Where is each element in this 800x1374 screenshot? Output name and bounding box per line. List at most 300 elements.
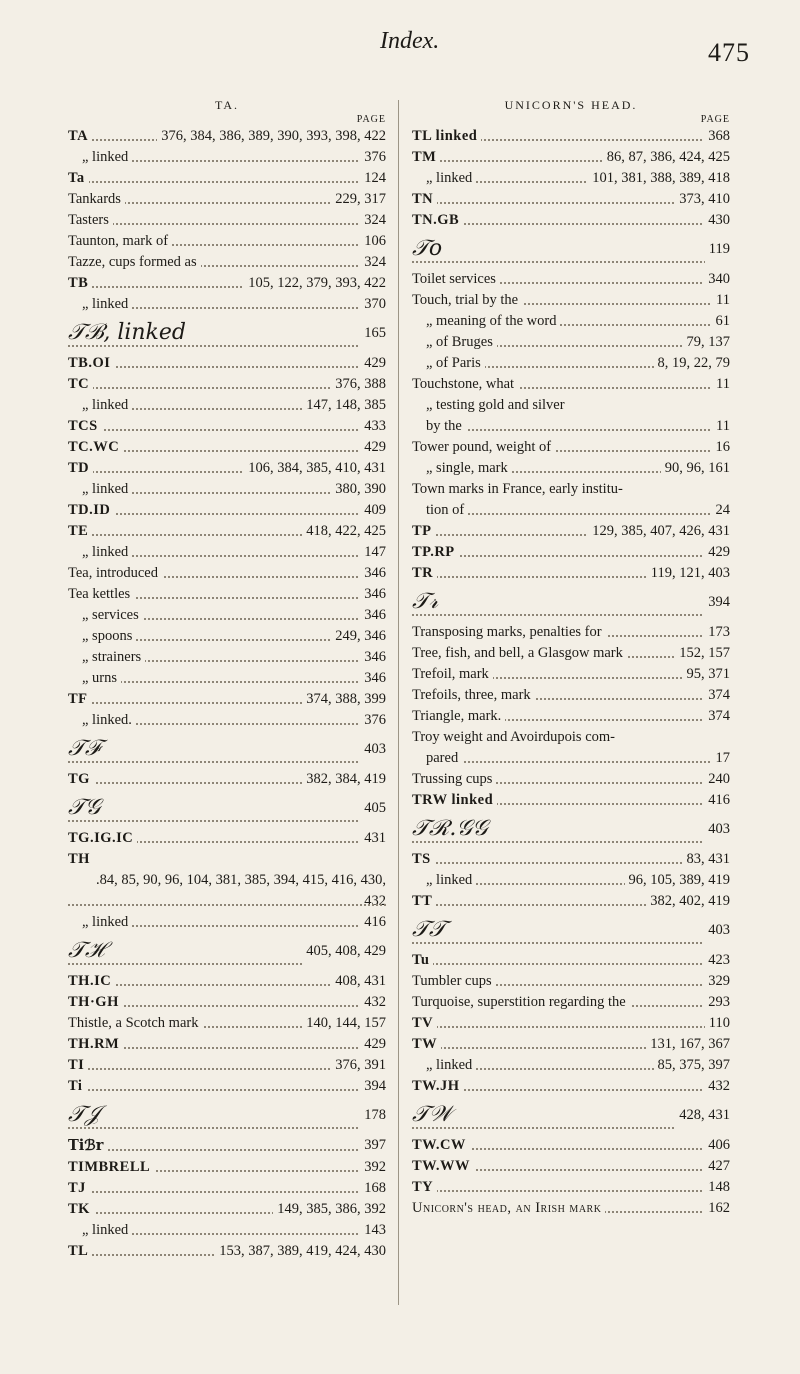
index-entry [412,971,730,992]
index-entry [412,1177,730,1198]
page-references: 394 [360,1076,386,1097]
page-references: 430 [704,210,730,231]
leader-dots [68,1127,386,1129]
index-term: TM [412,149,440,165]
index-entry [68,1241,386,1262]
page-references: 376 [360,147,386,168]
index-entry [412,643,730,664]
index-entry [412,269,730,290]
index-term: TH.RM [68,1036,123,1052]
index-entry [68,584,386,605]
index-term: „ spoons [68,628,136,644]
page-references: 329 [704,971,730,992]
index-entry [412,790,730,811]
leader-dots [68,761,386,763]
index-term: TIMBRELL [68,1159,154,1175]
page-references: 427 [704,1156,730,1177]
leader-dots [412,1190,730,1192]
index-entry [68,231,386,252]
index-term: TJ [68,1180,90,1196]
index-entry [68,605,386,626]
page-references: 376, 391 [331,1055,386,1076]
index-term: Trefoil, mark [412,666,493,682]
leader-dots [412,555,730,557]
index-entry [68,828,386,849]
index-term: TI [68,1057,88,1073]
index-entry [68,1076,386,1097]
leader-dots [68,1191,386,1193]
index-entry [412,231,730,269]
index-term: „ urns [68,670,121,686]
index-entry [412,563,730,584]
page-references: 110 [705,1013,730,1034]
index-term: TV [412,1015,437,1031]
index-entry [68,933,386,971]
index-term: 𝒯𝑜 [412,236,446,261]
index-term: TG.IG.IC [68,830,137,846]
leader-dots [68,820,386,822]
index-entry [68,849,386,912]
index-term: Trussing cups [412,771,496,787]
index-entry [68,395,386,416]
page-references: 240 [704,769,730,790]
index-term: Touchstone, what [412,376,518,392]
index-entry [412,479,730,500]
page-references: 119, 121, 403 [647,563,730,584]
index-entry [412,706,730,727]
page-references: 432 [704,1076,730,1097]
index-term: Triangle, mark. [412,708,505,724]
index-term: TE [68,523,92,539]
page-references: 11 [712,374,730,395]
page-header [0,28,800,68]
index-entry [68,1135,386,1157]
index-entry [68,790,386,828]
index-term: Ta [68,170,89,186]
index-entry [412,500,730,521]
page-references: 147, 148, 385 [302,395,386,416]
index-term: „ of Bruges [412,334,497,350]
index-term: TF [68,691,92,707]
page-references: 380, 390 [331,479,386,500]
index-term: Tumbler cups [412,973,496,989]
index-term: „ linked [412,1057,476,1073]
page-references: 11 [712,290,730,311]
index-entry [412,769,730,790]
index-term: TG [68,771,94,787]
index-term: „ linked [412,170,476,186]
page-references: 165 [360,315,386,351]
index-entry [412,395,730,416]
page-references: 324 [360,252,386,273]
index-entry [412,748,730,769]
index-term: TB [68,275,92,291]
page-references: 24 [712,500,731,521]
page-references: 105, 122, 379, 393, 422 [244,273,386,294]
index-entry [68,1199,386,1220]
index-entry [412,664,730,685]
index-term: by the [412,418,466,434]
page-references: 95, 371 [683,664,731,685]
page-references: 124 [360,168,386,189]
index-term: TT [412,893,436,909]
right-column-heading: UNICORN'S HEAD. [504,98,638,112]
index-entry [412,290,730,311]
leader-dots [68,345,386,347]
index-term: tion of [412,502,468,518]
index-term: TC [68,376,93,392]
index-entry [68,710,386,731]
page-references: 433 [360,416,386,437]
page-references: 408, 431 [331,971,386,992]
index-entry [68,1178,386,1199]
index-term: TN [412,191,437,207]
index-term: „ of Paris [412,355,485,371]
index-term: „ linked [68,149,132,165]
index-term: „ single, mark [412,460,512,476]
index-term: TK [68,1201,94,1217]
index-entry [68,971,386,992]
page-references: 86, 87, 386, 424, 425 [603,147,730,168]
index-term: TN.GB [412,212,463,228]
page-references: 11 [712,416,730,437]
index-term: TA [68,128,92,144]
index-term: TY [412,1179,437,1195]
index-entry [412,521,730,542]
index-entry [68,1013,386,1034]
index-term: TD.ID [68,502,114,518]
leader-dots [412,1026,730,1028]
index-term: TW [412,1036,441,1052]
page-references: 96, 105, 389, 419 [625,870,731,891]
index-entry [412,811,730,849]
page-references: 8, 19, 22, 79 [654,353,731,374]
page-references: 429 [704,542,730,563]
index-entry [412,126,730,147]
page-references: 16 [712,437,731,458]
index-entry [412,210,730,231]
index-entry [68,458,386,479]
page-references: 162 [704,1198,730,1219]
index-entry [68,315,386,353]
index-term: Tu [412,952,433,968]
index-entry [412,311,730,332]
page-references: 346 [360,584,386,605]
page-references: 129, 385, 407, 426, 431 [588,521,730,542]
index-entry [68,210,386,231]
index-entry [68,689,386,710]
index-entry [412,1156,730,1177]
page-references: 324 [360,210,386,231]
index-entry [68,1034,386,1055]
leader-dots [68,513,386,515]
leader-dots [68,223,386,225]
index-entry [412,1034,730,1055]
page-references: 403 [704,811,730,847]
leader-dots [412,942,730,944]
page-references: 429 [360,1034,386,1055]
index-entry [68,1220,386,1241]
page-references: 374, 388, 399 [302,689,386,710]
index-term: Ti [68,1078,86,1094]
index-term: 𝒯𝓇 [412,589,442,614]
page-references: 374 [704,706,730,727]
index-term: Troy weight and Avoirdupois com- [412,729,619,745]
index-term: TRW linked [412,792,497,808]
index-term: TW.WW [412,1158,474,1174]
index-entry [68,563,386,584]
page-references: 405, 408, 429 [302,933,386,969]
leader-dots [68,181,386,183]
page-references: .84, 85, 90, 96, 104, 381, 385, 394, 415, 416, 430, 432 [68,870,386,912]
index-entry [68,168,386,189]
page-references: 376 [360,710,386,731]
page-references: 340 [704,269,730,290]
index-entry [68,542,386,563]
index-entry [412,416,730,437]
page-references: 370 [360,294,386,315]
index-entry [412,332,730,353]
index-term: Thistle, a Scotch mark [68,1015,202,1031]
index-term: TD [68,460,93,476]
page-references: 429 [360,437,386,458]
index-term: Town marks in France, early institu- [412,481,627,497]
page-references: 168 [360,1178,386,1199]
page-references: 143 [360,1220,386,1241]
left-index-entries [68,126,386,1262]
index-term: „ linked [68,914,132,930]
index-term: Tankards [68,191,125,207]
index-term: TCS [68,418,102,434]
page-references: 148 [704,1177,730,1198]
page-references: 382, 384, 419 [302,769,386,790]
left-column [68,96,386,1262]
index-term: TP.RP [412,544,459,560]
page-references: 346 [360,605,386,626]
index-entry [68,647,386,668]
page-references: 376, 384, 386, 389, 390, 393, 398, 422 [157,126,386,147]
index-entry [412,912,730,950]
page-number: 475 [708,38,750,67]
index-term: 𝒯ℛ.𝒢𝒢 [412,816,492,841]
index-entry [412,685,730,706]
page-references: 140, 144, 157 [302,1013,386,1034]
page-references: 405 [360,790,386,826]
index-entry [412,458,730,479]
index-term: Tea, introduced [68,565,162,581]
page-references: 368 [704,126,730,147]
index-entry [68,912,386,933]
index-entry [412,1135,730,1156]
page-references: 376, 388 [331,374,386,395]
index-term: 𝒯𝒲 [412,1102,456,1127]
index-entry [412,1076,730,1097]
index-term: TP [412,523,436,539]
page-references: 178 [360,1097,386,1133]
page-references: 249, 346 [331,626,386,647]
index-entry [68,668,386,689]
index-term: Tazze, cups formed as [68,254,201,270]
page-references: 403 [360,731,386,767]
page-references: 293 [704,992,730,1013]
index-entry [68,147,386,168]
index-entry [68,294,386,315]
index-entry [412,147,730,168]
index-entry [412,374,730,395]
right-index-entries [412,126,730,1219]
page-references: 119 [705,231,730,267]
page-references: 374 [704,685,730,706]
index-term: TB.OI [68,355,114,371]
index-term: „ linked [412,872,476,888]
index-term: Unicorn's head, an Irish mark [412,1200,605,1216]
index-term: Tiℬr [68,1137,107,1154]
index-entry [412,891,730,912]
index-entry [68,1097,386,1135]
index-entry [68,252,386,273]
index-entry [68,126,386,147]
index-entry [68,626,386,647]
index-entry [412,353,730,374]
index-entry [68,437,386,458]
index-entry [412,622,730,643]
page-references: 106 [360,231,386,252]
page-references: 432 [360,992,386,1013]
page-references: 418, 422, 425 [302,521,386,542]
leader-dots [412,963,730,965]
index-entry [412,1055,730,1076]
leader-dots [68,1149,386,1151]
page-references: 428, 431 [675,1097,730,1133]
page-references: 382, 402, 419 [646,891,730,912]
page-references: 403 [704,912,730,948]
page-references: 346 [360,647,386,668]
page-references: 394 [704,584,730,620]
page-references: 373, 410 [675,189,730,210]
column-divider [398,100,399,1305]
page-references: 79, 137 [683,332,731,353]
index-term: „ linked [68,1222,132,1238]
index-entry [68,374,386,395]
index-entry [412,727,730,748]
index-entry [412,849,730,870]
page-references: 17 [712,748,731,769]
page-references: 431 [360,828,386,849]
page-references: 61 [712,311,731,332]
index-term: TW.CW [412,1137,470,1153]
page-references: 409 [360,500,386,521]
index-term: Turquoise, superstition regarding the [412,994,630,1010]
index-term: TW.JH [412,1078,464,1094]
index-entry [68,992,386,1013]
index-term: Taunton, mark of [68,233,172,249]
index-term: „ services [68,607,143,623]
page-references: 416 [360,912,386,933]
index-entry [412,1013,730,1034]
index-entry [412,1097,730,1135]
index-term: TS [412,851,435,867]
index-term: Tea kettles [68,586,134,602]
right-page-label: PAGE [700,114,730,125]
page-references: 429 [360,353,386,374]
index-term: 𝒯𝒥 [68,1102,104,1127]
running-title: Index. [380,28,440,54]
page-references: 85, 375, 397 [654,1055,731,1076]
index-term: Tasters [68,212,113,228]
index-entry [68,1055,386,1076]
index-entry [412,1198,730,1219]
page-references: 131, 167, 367 [646,1034,730,1055]
page-references: 83, 431 [683,849,731,870]
leader-dots [68,1089,386,1091]
index-entry [412,584,730,622]
page-references: 90, 96, 161 [661,458,730,479]
index-entry [68,769,386,790]
page-references: 346 [360,668,386,689]
index-entry [68,1157,386,1178]
index-term: pared [412,750,462,766]
leader-dots [68,366,386,368]
index-term: „ linked [68,481,132,497]
index-entry [412,437,730,458]
index-term: „ linked [68,296,132,312]
index-term: „ strainers [68,649,145,665]
right-column [412,96,730,1219]
leader-dots [412,261,730,263]
index-entry [68,500,386,521]
page-references: 101, 381, 388, 389, 418 [588,168,730,189]
page-references: 392 [360,1157,386,1178]
index-term: TH.IC [68,973,115,989]
page-references: 229, 317 [331,189,386,210]
index-term: Trefoils, three, mark [412,687,535,703]
index-entry [412,950,730,971]
page-references: 397 [360,1135,386,1156]
page-references: 106, 384, 385, 410, 431 [244,458,386,479]
index-term: Touch, trial by the [412,292,522,308]
index-entry [412,542,730,563]
index-term: 𝒯𝒢 [68,795,105,820]
index-entry [412,992,730,1013]
index-term: TL linked [412,128,481,144]
index-term: 𝒯ℋ [68,938,109,963]
index-term: „ linked [68,397,132,413]
index-entry [412,870,730,891]
index-term: Toilet services [412,271,500,287]
left-column-heading: TA. [214,98,240,112]
index-term: „ meaning of the word [412,313,560,329]
index-entry [68,731,386,769]
index-term: Tree, fish, and bell, a Glasgow mark [412,645,627,661]
index-entry [412,168,730,189]
page-references: 152, 157 [675,643,730,664]
index-term: TH [68,851,94,867]
index-term: Tower pound, weight of [412,439,555,455]
index-entry [68,416,386,437]
page-references: 423 [704,950,730,971]
leader-dots [412,614,730,616]
page-references: 346 [360,563,386,584]
page-references: 406 [704,1135,730,1156]
index-entry [68,273,386,294]
page-references: 153, 387, 389, 419, 424, 430 [215,1241,386,1262]
index-entry [68,479,386,500]
index-term: „ linked [68,544,132,560]
index-term: TH·GH [68,994,123,1010]
index-entry [68,189,386,210]
index-term: „ testing gold and silver [412,397,569,413]
page-references: 149, 385, 386, 392 [273,1199,386,1220]
